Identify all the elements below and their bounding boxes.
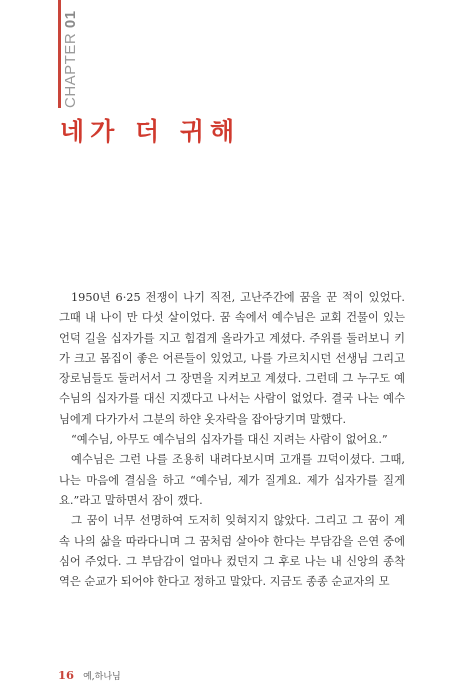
chapter-number: 01 (62, 10, 79, 29)
chapter-accent-bar (58, 0, 61, 108)
paragraph: 그 꿈이 너무 선명하여 도저히 잊혀지지 않았다. 그리고 그 꿈이 계속 나의 삶을 따라다니며 그 꿈처럼 살아야 한다는 부담감을 은연 중에 심어 주었다. 그 부담감이 얼마나 컸던지 그 후로 나는 내 신앙의 종착역은 순교가 되어야 한다고 정하고 말았다. 지금도 종종 순교자의 모 (59, 514, 405, 589)
chapter-word: CHAPTER (62, 32, 79, 108)
chapter-title: 네가 더 귀해 (60, 117, 241, 146)
chapter-label (62, 10, 84, 108)
running-book-title: 예,하나님 (83, 672, 121, 682)
body-text (59, 288, 405, 592)
page-footer (58, 664, 121, 683)
page-number: 16 (58, 668, 75, 682)
paragraph: 1950년 6·25 전쟁이 나기 직전, 고난주간에 꿈을 꾼 적이 있었다. 그때 내 나이 만 다섯 살이었다. 꿈 속에서 예수님은 교회 건물이 있는 언덕 길을 십자가를 지고 힘겹게 올라가고 계셨다. 주위를 둘러보니 키가 크고 몸집이 좋은 어른들이 있었고, 나를 가르치시던 선생님 그리고 장로님들도 둘러서서 그 장면을 지켜보고 계셨다. 그런데 그 누구도 예수님의 십자가를 대신 지겠다고 나서는 사람이 없었다. 결국 나는 예수님에게 다가가서 그분의 하얀 옷자락을 잡아당기며 말했다. (59, 291, 405, 426)
paragraph-quote: “예수님, 아무도 예수님의 십자가를 대신 지려는 사람이 없어요.” (71, 433, 388, 447)
paragraph: 예수님은 그런 나를 조용히 내려다보시며 고개를 끄덕이셨다. 그때, 나는 마음에 결심을 하고 “예수님, 제가 질게요. 제가 십자가를 질게요.”라고 말하면서 잠이 깼다. (59, 453, 405, 507)
